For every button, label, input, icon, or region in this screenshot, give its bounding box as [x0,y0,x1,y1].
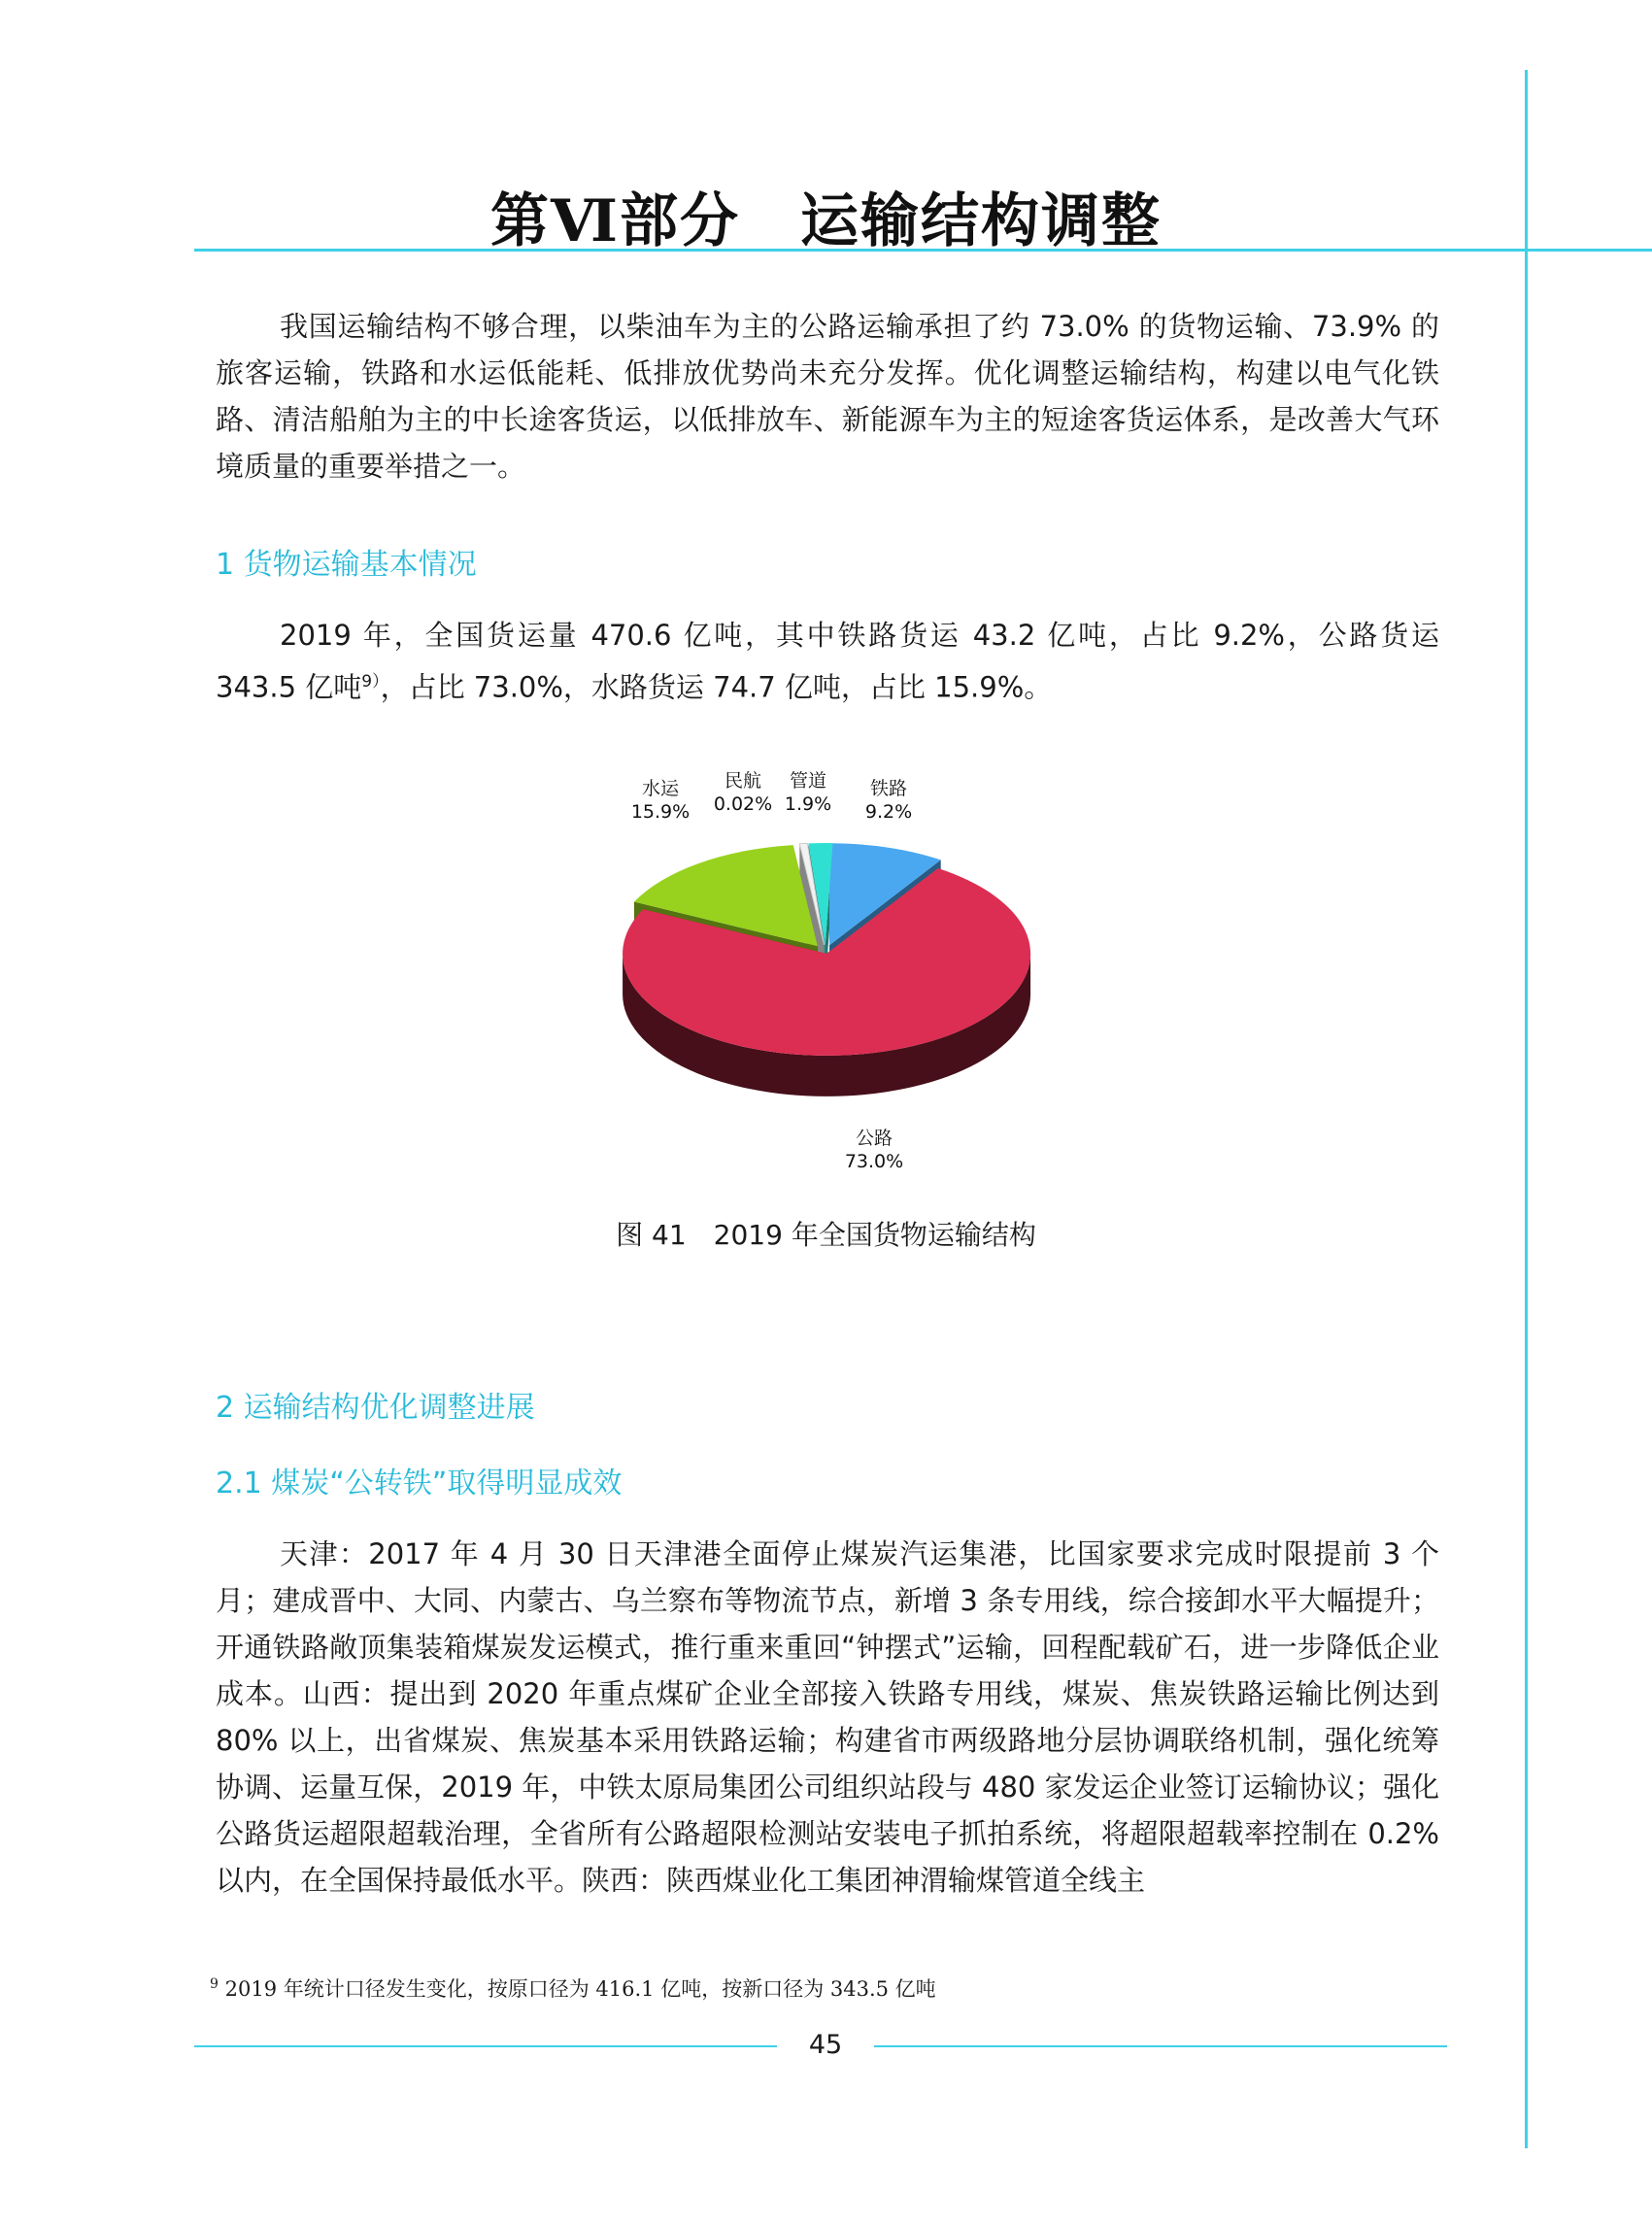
right-border-line [1525,70,1528,2148]
pie-label-name-民航: 民航 [724,770,762,792]
pie-label-value-公路: 73.0% [844,1151,904,1172]
pie-label-name-铁路: 铁路 [869,778,908,799]
section-heading-2: 2 运输结构优化调整进展 [216,1391,535,1425]
section-heading-1: 1 货物运输基本情况 [216,548,477,582]
footnote-text: 2019 年统计口径发生变化，按原口径为 416.1 亿吨，按新口径为 343.5 亿吨 [224,1977,936,2001]
freight-paragraph [216,612,1439,711]
pie-label-name-管道: 管道 [789,770,827,792]
freight-text-b: ，占比 73.0%，水路货运 74.7 亿吨，占比 15.9%。 [380,670,1053,704]
freight-pie-chart [583,758,1068,1185]
pie-label-value-民航: 0.02% [713,793,773,815]
pie-label-value-铁路: 9.2% [864,801,913,823]
section-heading-2-1: 2.1 煤炭“公转铁”取得明显成效 [216,1467,623,1501]
pie-label-value-管道: 1.9% [784,793,832,815]
intro-text: 我国运输结构不够合理，以柴油车为主的公路运输承担了约 73.0% 的货物运输、73.9% 的旅客运输，铁路和水运低能耗、低排放优势尚未充分发挥。优化调整运输结构，构建以电气化铁路、清洁船舶为主的中长途客货运，以低排放车、新能源车为主的短途客货运体系，是改善大气环境质量的重要举措之一。 [216,310,1439,483]
footer-rule-left [194,2045,777,2047]
footnote-ref: 9） [361,672,381,691]
footnote [210,1973,1433,2003]
coal-text: 天津：2017 年 4 月 30 日天津港全面停止煤炭汽运集港，比国家要求完成时限提前 3 个月；建成晋中、大同、内蒙古、乌兰察布等物流节点，新增 3 条专用线，综合接卸水平大幅提升；开通铁路敞顶集装箱煤炭发运模式，推行重来重回“钟摆式”运输，回程配载矿石，进一步降低企业成本。山西：提出到 2020 年重点煤矿企业全部接入铁路专用线，煤炭、焦炭铁路运输比例达到 80% 以上，出省煤炭、焦炭基本采用铁路运输；构建省市两级路地分层协调联络机制，强化统筹协调、运量互保，2019 年，中铁太原局集团公司组织站段与 480 家发运企业签订运输协议；强化公路货运超限超载治理，全省所有公路超限检测站安装电子抓拍系统，将超限超载率控制在 0.2% 以内，在全国保持最低水平。陕西：陕西煤业化工集团神渭输煤管道全线主 [216,1537,1439,1897]
pie-label-value-水运: 15.9% [630,801,691,823]
footer-rule-right [874,2045,1447,2047]
intro-paragraph [216,303,1439,489]
pie-label-name-公路: 公路 [855,1128,893,1149]
figure-caption: 图 41 2019 年全国货物运输结构 [616,1219,1036,1251]
pie-label-name-水运: 水运 [641,778,680,799]
footnote-mark: 9 [210,1976,219,1992]
coal-paragraph [216,1531,1439,1904]
page-number: 45 [808,2030,843,2060]
page-title: 第Ⅵ部分 运输结构调整 [490,187,1162,255]
freight-text-a: 2019 年，全国货运量 470.6 亿吨，其中铁路货运 43.2 亿吨，占比 9.2%，公路货运 343.5 亿吨 [216,619,1439,704]
